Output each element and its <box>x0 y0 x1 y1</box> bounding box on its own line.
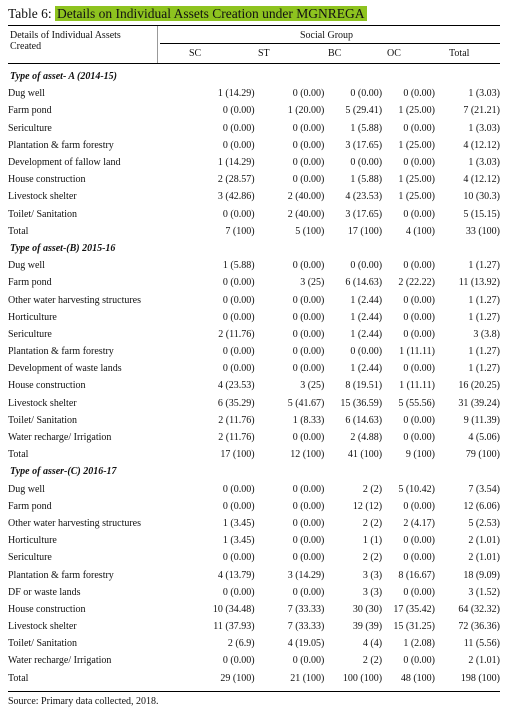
oc-cell: 0 (0.00) <box>403 363 436 375</box>
table-number: Table 6: <box>8 6 52 21</box>
asset-name: Water recharge/ Irrigation <box>8 655 112 667</box>
asset-name: Toilet/ Sanitation <box>8 208 78 220</box>
bc-cell: 2 (2) <box>362 552 383 564</box>
sc-cell: 7 (100) <box>225 225 255 237</box>
asset-name: Development of fallow land <box>8 157 121 169</box>
bc-cell: 39 (39) <box>352 621 383 633</box>
asset-name: Horticulture <box>8 311 57 323</box>
total-cell: 2 (1.01) <box>468 552 500 564</box>
bc-cell: 4 (23.53) <box>345 191 383 203</box>
asset-name: Plantation & farm forestry <box>8 569 114 581</box>
oc-cell: 0 (0.00) <box>403 122 436 134</box>
header-st: ST <box>258 48 270 59</box>
col0-header-line1: Details of Individual Assets <box>10 30 121 41</box>
header-bc: BC <box>328 48 342 59</box>
total-row <box>8 223 500 240</box>
table-row <box>8 429 500 446</box>
oc-cell: 0 (0.00) <box>403 535 436 547</box>
total-cell: 79 (100) <box>465 449 500 461</box>
table-row <box>8 532 500 549</box>
total-cell: 4 (5.06) <box>468 432 500 444</box>
sc-cell: 0 (0.00) <box>222 483 255 495</box>
oc-cell: 0 (0.00) <box>403 552 436 564</box>
oc-cell: 1 (25.00) <box>398 139 436 151</box>
total-cell: 1 (3.03) <box>468 122 500 134</box>
table-row <box>8 377 500 394</box>
st-cell: 0 (0.00) <box>292 432 325 444</box>
total-cell: 72 (36.36) <box>458 621 500 633</box>
bc-cell: 12 (12) <box>352 500 383 512</box>
section-heading: Type of asset- A (2014-15) <box>10 71 118 83</box>
asset-name: Sericulture <box>8 328 52 340</box>
bc-cell: 6 (14.63) <box>345 277 383 289</box>
sc-cell: 1 (14.29) <box>217 88 255 100</box>
header-bottom-rule <box>8 63 500 64</box>
oc-cell: 0 (0.00) <box>403 260 436 272</box>
total-cell: 1 (3.03) <box>468 157 500 169</box>
table-row <box>8 343 500 360</box>
table-row <box>8 154 500 171</box>
sc-cell: 29 (100) <box>220 672 255 684</box>
table-row <box>8 360 500 377</box>
sc-cell: 1 (5.88) <box>222 260 255 272</box>
table-row <box>8 566 500 583</box>
table-row <box>8 584 500 601</box>
assets-table <box>8 68 500 687</box>
st-cell: 0 (0.00) <box>292 122 325 134</box>
bc-cell: 0 (0.00) <box>350 346 383 358</box>
total-cell: 1 (1.27) <box>468 346 500 358</box>
total-cell: 33 (100) <box>465 225 500 237</box>
sc-cell: 0 (0.00) <box>222 277 255 289</box>
bc-cell: 2 (2) <box>362 517 383 529</box>
bc-cell: 5 (29.41) <box>345 105 383 117</box>
bc-cell: 41 (100) <box>347 449 383 461</box>
total-cell: 7 (3.54) <box>468 483 500 495</box>
sc-cell: 1 (3.45) <box>222 517 255 529</box>
table-row <box>8 291 500 308</box>
section-heading: Type of asset-(B) 2015-16 <box>10 242 116 254</box>
table-title <box>8 6 367 22</box>
oc-cell: 2 (22.22) <box>398 277 436 289</box>
total-cell: 3 (3.8) <box>473 328 500 340</box>
bc-cell: 4 (4) <box>362 638 383 650</box>
total-cell: 198 (100) <box>460 672 500 684</box>
table-row <box>8 635 500 652</box>
sc-cell: 0 (0.00) <box>222 552 255 564</box>
sc-cell: 2 (6.9) <box>227 638 255 650</box>
bc-cell: 1 (1) <box>362 535 383 547</box>
bc-cell: 0 (0.00) <box>350 88 383 100</box>
total-cell: 18 (9.09) <box>463 569 500 581</box>
asset-name: Plantation & farm forestry <box>8 346 114 358</box>
oc-cell: 1 (2.08) <box>403 638 436 650</box>
table-row <box>8 515 500 532</box>
oc-cell: 0 (0.00) <box>403 414 436 426</box>
sc-cell: 2 (28.57) <box>217 174 255 186</box>
table-row <box>8 171 500 188</box>
oc-cell: 0 (0.00) <box>403 88 436 100</box>
total-cell: 3 (1.52) <box>468 586 500 598</box>
bc-cell: 1 (2.44) <box>350 328 383 340</box>
oc-cell: 17 (35.42) <box>393 603 436 615</box>
total-cell: 9 (11.39) <box>463 414 500 426</box>
oc-cell: 5 (55.56) <box>398 397 436 409</box>
table-row <box>8 102 500 119</box>
sc-cell: 2 (11.76) <box>218 432 255 444</box>
bc-cell: 15 (36.59) <box>340 397 383 409</box>
oc-cell: 15 (31.25) <box>393 621 436 633</box>
oc-cell: 4 (100) <box>405 225 436 237</box>
st-cell: 0 (0.00) <box>292 328 325 340</box>
st-cell: 7 (33.33) <box>287 621 325 633</box>
section-heading-row <box>8 463 500 480</box>
total-cell: 1 (1.27) <box>468 294 500 306</box>
st-cell: 2 (40.00) <box>287 191 325 203</box>
sc-cell: 4 (13.79) <box>217 569 255 581</box>
asset-name: Farm pond <box>8 500 52 512</box>
asset-name: Water recharge/ Irrigation <box>8 432 112 444</box>
oc-cell: 0 (0.00) <box>403 208 436 220</box>
bc-cell: 0 (0.00) <box>350 260 383 272</box>
st-cell: 0 (0.00) <box>292 483 325 495</box>
bc-cell: 3 (3) <box>362 586 383 598</box>
asset-name: Horticulture <box>8 535 57 547</box>
oc-cell: 1 (11.11) <box>399 346 436 358</box>
oc-cell: 2 (4.17) <box>403 517 436 529</box>
oc-cell: 0 (0.00) <box>403 311 436 323</box>
table-title-text: Details on Individual Assets Creation under MGNREGA <box>57 6 365 21</box>
st-cell: 0 (0.00) <box>292 174 325 186</box>
st-cell: 0 (0.00) <box>292 157 325 169</box>
total-row <box>8 446 500 463</box>
st-cell: 21 (100) <box>290 672 325 684</box>
table-row <box>8 309 500 326</box>
bc-cell: 1 (5.88) <box>350 174 383 186</box>
asset-name: Total <box>8 225 29 237</box>
header-total: Total <box>449 48 470 59</box>
bc-cell: 1 (5.88) <box>350 122 383 134</box>
section-heading-row <box>8 240 500 257</box>
table-row <box>8 549 500 566</box>
bc-cell: 3 (17.65) <box>345 208 383 220</box>
st-cell: 0 (0.00) <box>292 346 325 358</box>
bc-cell: 0 (0.00) <box>350 157 383 169</box>
sc-cell: 17 (100) <box>220 449 255 461</box>
table-row <box>8 412 500 429</box>
total-cell: 4 (12.12) <box>463 174 500 186</box>
bc-cell: 3 (17.65) <box>345 139 383 151</box>
st-cell: 1 (8.33) <box>292 414 325 426</box>
total-row <box>8 670 500 687</box>
sc-cell: 2 (11.76) <box>218 414 255 426</box>
asset-name: Livestock shelter <box>8 191 77 203</box>
oc-cell: 1 (25.00) <box>398 191 436 203</box>
total-cell: 31 (39.24) <box>458 397 500 409</box>
sc-cell: 0 (0.00) <box>222 586 255 598</box>
st-cell: 5 (41.67) <box>287 397 325 409</box>
table-row <box>8 618 500 635</box>
oc-cell: 48 (100) <box>400 672 436 684</box>
col0-header <box>10 30 121 52</box>
sc-cell: 0 (0.00) <box>222 105 255 117</box>
total-cell: 11 (5.56) <box>463 638 500 650</box>
total-cell: 16 (20.25) <box>458 380 500 392</box>
sc-cell: 0 (0.00) <box>222 208 255 220</box>
total-cell: 2 (1.01) <box>468 535 500 547</box>
bc-cell: 1 (2.44) <box>350 311 383 323</box>
social-group-header: Social Group <box>300 30 354 41</box>
st-cell: 12 (100) <box>290 449 325 461</box>
oc-cell: 0 (0.00) <box>403 432 436 444</box>
oc-cell: 0 (0.00) <box>403 500 436 512</box>
sc-cell: 1 (14.29) <box>217 157 255 169</box>
col0-header-line2: Created <box>10 41 42 52</box>
st-cell: 0 (0.00) <box>292 311 325 323</box>
sc-cell: 0 (0.00) <box>222 294 255 306</box>
asset-name: Dug well <box>8 260 45 272</box>
bc-cell: 100 (100) <box>342 672 383 684</box>
asset-name: Total <box>8 449 29 461</box>
total-cell: 11 (13.92) <box>458 277 500 289</box>
asset-name: Total <box>8 672 29 684</box>
oc-cell: 5 (10.42) <box>398 483 436 495</box>
total-cell: 64 (32.32) <box>458 603 500 615</box>
table-row <box>8 498 500 515</box>
table-row <box>8 326 500 343</box>
oc-cell: 1 (25.00) <box>398 105 436 117</box>
sc-cell: 3 (42.86) <box>217 191 255 203</box>
oc-cell: 1 (25.00) <box>398 174 436 186</box>
table-row <box>8 206 500 223</box>
bc-cell: 2 (2) <box>362 655 383 667</box>
table-row <box>8 257 500 274</box>
table-row <box>8 120 500 137</box>
table-row <box>8 652 500 669</box>
st-cell: 4 (19.05) <box>287 638 325 650</box>
oc-cell: 9 (100) <box>405 449 436 461</box>
sc-cell: 6 (35.29) <box>217 397 255 409</box>
bottom-rule <box>8 691 500 692</box>
total-cell: 1 (1.27) <box>468 363 500 375</box>
group-rule <box>160 43 500 44</box>
st-cell: 0 (0.00) <box>292 260 325 272</box>
source-note: Source: Primary data collected, 2018. <box>8 696 159 707</box>
section-heading: Type of asser-(C) 2016-17 <box>10 466 117 478</box>
st-cell: 0 (0.00) <box>292 500 325 512</box>
oc-cell: 0 (0.00) <box>403 328 436 340</box>
asset-name: Livestock shelter <box>8 621 77 633</box>
asset-name: Toilet/ Sanitation <box>8 414 78 426</box>
section-heading-row <box>8 68 500 85</box>
sc-cell: 2 (11.76) <box>218 328 255 340</box>
total-cell: 1 (3.03) <box>468 88 500 100</box>
total-cell: 5 (2.53) <box>468 517 500 529</box>
asset-name: Toilet/ Sanitation <box>8 638 78 650</box>
bc-cell: 6 (14.63) <box>345 414 383 426</box>
sc-cell: 11 (37.93) <box>213 621 255 633</box>
total-cell: 1 (1.27) <box>468 311 500 323</box>
st-cell: 7 (33.33) <box>287 603 325 615</box>
table-row <box>8 274 500 291</box>
st-cell: 0 (0.00) <box>292 139 325 151</box>
asset-name: Development of waste lands <box>8 363 122 375</box>
st-cell: 0 (0.00) <box>292 655 325 667</box>
st-cell: 0 (0.00) <box>292 535 325 547</box>
asset-name: Other water harvesting structures <box>8 517 142 529</box>
oc-cell: 0 (0.00) <box>403 586 436 598</box>
st-cell: 5 (100) <box>295 225 325 237</box>
st-cell: 3 (25) <box>300 380 325 392</box>
bc-cell: 8 (19.51) <box>345 380 383 392</box>
oc-cell: 8 (16.67) <box>398 569 436 581</box>
sc-cell: 4 (23.53) <box>217 380 255 392</box>
st-cell: 2 (40.00) <box>287 208 325 220</box>
total-cell: 7 (21.21) <box>463 105 500 117</box>
st-cell: 0 (0.00) <box>292 586 325 598</box>
sc-cell: 10 (34.48) <box>212 603 255 615</box>
asset-name: Dug well <box>8 483 45 495</box>
asset-name: Farm pond <box>8 277 52 289</box>
asset-name: Sericulture <box>8 552 52 564</box>
oc-cell: 1 (11.11) <box>399 380 436 392</box>
asset-name: House construction <box>8 603 86 615</box>
asset-name: DF or waste lands <box>8 586 81 598</box>
sc-cell: 0 (0.00) <box>222 500 255 512</box>
bc-cell: 17 (100) <box>347 225 383 237</box>
asset-name: Other water harvesting structures <box>8 294 142 306</box>
oc-cell: 0 (0.00) <box>403 655 436 667</box>
table-row <box>8 188 500 205</box>
table-row <box>8 85 500 102</box>
header-sc: SC <box>189 48 202 59</box>
table-row <box>8 481 500 498</box>
bc-cell: 3 (3) <box>362 569 383 581</box>
total-cell: 1 (1.27) <box>468 260 500 272</box>
st-cell: 3 (14.29) <box>287 569 325 581</box>
st-cell: 1 (20.00) <box>287 105 325 117</box>
table-row <box>8 601 500 618</box>
asset-name: Livestock shelter <box>8 397 77 409</box>
sc-cell: 0 (0.00) <box>222 346 255 358</box>
st-cell: 0 (0.00) <box>292 294 325 306</box>
asset-name: Dug well <box>8 88 45 100</box>
sc-cell: 0 (0.00) <box>222 363 255 375</box>
table-row <box>8 395 500 412</box>
table-row <box>8 137 500 154</box>
bc-cell: 1 (2.44) <box>350 363 383 375</box>
bc-cell: 1 (2.44) <box>350 294 383 306</box>
st-cell: 0 (0.00) <box>292 517 325 529</box>
header-oc: OC <box>387 48 401 59</box>
sc-cell: 1 (3.45) <box>222 535 255 547</box>
st-cell: 0 (0.00) <box>292 363 325 375</box>
asset-name: Farm pond <box>8 105 52 117</box>
total-cell: 5 (15.15) <box>463 208 500 220</box>
total-cell: 4 (12.12) <box>463 139 500 151</box>
oc-cell: 0 (0.00) <box>403 294 436 306</box>
sc-cell: 0 (0.00) <box>222 311 255 323</box>
asset-name: House construction <box>8 174 86 186</box>
asset-name: House construction <box>8 380 86 392</box>
bc-cell: 30 (30) <box>352 603 383 615</box>
sc-cell: 0 (0.00) <box>222 122 255 134</box>
sc-cell: 0 (0.00) <box>222 139 255 151</box>
top-rule <box>8 25 500 26</box>
st-cell: 0 (0.00) <box>292 88 325 100</box>
header-vsep <box>157 26 158 63</box>
oc-cell: 0 (0.00) <box>403 157 436 169</box>
bc-cell: 2 (4.88) <box>350 432 383 444</box>
sc-cell: 0 (0.00) <box>222 655 255 667</box>
st-cell: 0 (0.00) <box>292 552 325 564</box>
total-cell: 10 (30.3) <box>463 191 500 203</box>
asset-name: Sericulture <box>8 122 52 134</box>
total-cell: 2 (1.01) <box>468 655 500 667</box>
bc-cell: 2 (2) <box>362 483 383 495</box>
st-cell: 3 (25) <box>300 277 325 289</box>
asset-name: Plantation & farm forestry <box>8 139 114 151</box>
total-cell: 12 (6.06) <box>463 500 500 512</box>
